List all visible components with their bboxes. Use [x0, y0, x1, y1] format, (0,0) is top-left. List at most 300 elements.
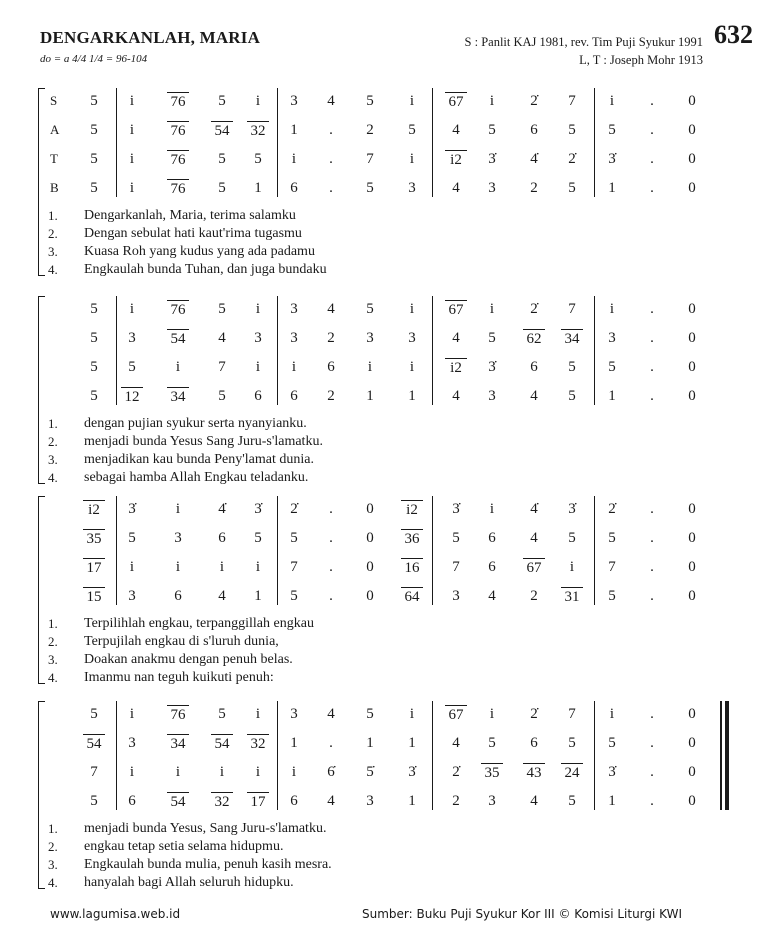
note-cell: 4	[327, 706, 335, 722]
note-cell: 35	[83, 529, 105, 548]
note-cell: 7	[568, 706, 576, 722]
note-cell: 0	[688, 122, 696, 138]
voice-row	[0, 92, 773, 114]
note-cell: i	[291, 151, 297, 167]
voice-row	[0, 329, 773, 351]
note-cell: 15	[83, 587, 105, 606]
note-cell: .	[650, 388, 654, 404]
note-cell: .	[650, 793, 654, 809]
voice-row	[0, 705, 773, 727]
note-cell: 3̇	[608, 151, 616, 167]
note-cell: i2	[445, 150, 467, 169]
note-cell: 36	[401, 529, 423, 548]
note-cell: 2	[327, 388, 335, 404]
note-cell: i	[489, 93, 495, 109]
note-cell: 6	[488, 530, 496, 546]
lyric-line: Terpilihlah engkau, terpanggillah engkau	[84, 616, 314, 631]
note-cell: i	[255, 93, 261, 109]
note-cell: .	[650, 530, 654, 546]
note-cell: 4	[488, 588, 496, 604]
note-cell: 54	[211, 734, 233, 753]
note-cell: 6	[530, 735, 538, 751]
note-cell: 3	[608, 330, 616, 346]
lyric-line: Engkaulah bunda mulia, penuh kasih mesra.	[84, 857, 332, 872]
note-cell: i	[129, 706, 135, 722]
note-cell: 1	[290, 122, 298, 138]
note-cell: 5	[90, 793, 98, 809]
note-cell: 5	[218, 93, 226, 109]
note-cell: 4̇	[530, 501, 538, 517]
note-cell: 5	[568, 359, 576, 375]
verse-number: 1.	[48, 616, 58, 631]
note-cell: 6	[128, 793, 136, 809]
note-cell: 0	[688, 588, 696, 604]
lyric-line: Engkaulah bunda Tuhan, dan juga bundaku	[84, 262, 327, 277]
note-cell: i	[409, 93, 415, 109]
note-cell: 54	[211, 121, 233, 140]
note-cell: i	[129, 180, 135, 196]
note-cell: 4	[327, 93, 335, 109]
note-cell: 76	[167, 705, 189, 724]
note-cell: 54	[167, 329, 189, 348]
note-cell: 3̇	[488, 359, 496, 375]
lyric-line: Dengarkanlah, Maria, terima salamku	[84, 208, 296, 223]
note-cell: 0	[688, 530, 696, 546]
note-cell: 6	[530, 359, 538, 375]
note-cell: 6̇	[327, 764, 335, 780]
note-cell: 32	[247, 121, 269, 140]
note-cell: i	[489, 501, 495, 517]
note-cell: 76	[167, 121, 189, 140]
note-cell: i	[609, 706, 615, 722]
note-cell: 2̇	[608, 501, 616, 517]
note-cell: 32	[211, 792, 233, 811]
note-cell: 4	[452, 122, 460, 138]
voice-row	[0, 300, 773, 322]
note-cell: 3	[408, 180, 416, 196]
note-cell: 3	[290, 301, 298, 317]
note-cell: 6	[290, 388, 298, 404]
note-cell: 5	[290, 588, 298, 604]
note-cell: 3	[488, 180, 496, 196]
note-cell: i2	[83, 500, 105, 519]
note-cell: 5	[128, 530, 136, 546]
note-cell: i2	[401, 500, 423, 519]
note-cell: 3̇	[488, 151, 496, 167]
note-cell: 7	[452, 559, 460, 575]
voice-label: S	[50, 93, 58, 108]
note-cell: 2̇	[530, 93, 538, 109]
note-cell: 5	[366, 706, 374, 722]
note-cell: 4	[452, 180, 460, 196]
note-cell: 0	[366, 588, 374, 604]
note-cell: i	[129, 151, 135, 167]
note-cell: 5	[218, 706, 226, 722]
note-cell: 1	[366, 735, 374, 751]
note-cell: 3	[366, 330, 374, 346]
note-cell: .	[650, 93, 654, 109]
note-cell: 0	[688, 706, 696, 722]
note-cell: 1	[366, 388, 374, 404]
note-cell: 0	[366, 530, 374, 546]
note-cell: 64	[401, 587, 423, 606]
note-cell: i	[219, 559, 225, 575]
note-cell: 54	[167, 792, 189, 811]
note-cell: 3	[290, 330, 298, 346]
hymn-number: 632	[714, 20, 753, 49]
note-cell: 0	[688, 793, 696, 809]
text-credit: S : Panlit KAJ 1981, rev. Tim Puji Syukur 1991	[464, 35, 703, 49]
note-cell: 1	[408, 735, 416, 751]
note-cell: 5	[90, 122, 98, 138]
note-cell: 5	[452, 530, 460, 546]
note-cell: 0	[688, 330, 696, 346]
note-cell: 7	[568, 93, 576, 109]
note-cell: 0	[688, 301, 696, 317]
note-cell: 5	[90, 388, 98, 404]
note-cell: 1	[608, 388, 616, 404]
note-cell: 3	[128, 588, 136, 604]
note-cell: 1	[290, 735, 298, 751]
note-cell: 5	[488, 330, 496, 346]
note-cell: i	[409, 359, 415, 375]
note-cell: i	[255, 359, 261, 375]
lyric-line: sebagai hamba Allah Engkau teladanku.	[84, 470, 309, 485]
note-cell: 5	[608, 530, 616, 546]
lyric-line: engkau tetap setia selama hidupmu.	[84, 839, 284, 854]
note-cell: 2̇	[530, 301, 538, 317]
note-cell: 17	[247, 792, 269, 811]
note-cell: 6	[174, 588, 182, 604]
note-cell: .	[650, 706, 654, 722]
verse-number: 3.	[48, 652, 58, 667]
note-cell: 6	[254, 388, 262, 404]
note-cell: 1	[608, 793, 616, 809]
note-cell: 7	[218, 359, 226, 375]
lyric-line: Terpujilah engkau di s'luruh dunia,	[84, 634, 279, 649]
note-cell: .	[329, 180, 333, 196]
note-cell: i	[175, 764, 181, 780]
note-cell: .	[329, 735, 333, 751]
note-cell: 5	[568, 122, 576, 138]
note-cell: 3	[290, 93, 298, 109]
note-cell: i	[129, 93, 135, 109]
verse-number: 4.	[48, 262, 58, 277]
note-cell: 5	[254, 530, 262, 546]
verse-number: 4.	[48, 470, 58, 485]
note-cell: 3	[290, 706, 298, 722]
tempo-marking: do = a 4/4 1/4 = 96-104	[40, 53, 148, 65]
note-cell: 0	[688, 735, 696, 751]
note-cell: 5	[90, 706, 98, 722]
verse-number: 1.	[48, 416, 58, 431]
note-cell: 5	[218, 388, 226, 404]
note-cell: 3	[452, 588, 460, 604]
note-cell: i	[129, 559, 135, 575]
note-cell: 6	[218, 530, 226, 546]
note-cell: 3	[488, 388, 496, 404]
voice-row	[0, 734, 773, 756]
footer-source: Sumber: Buku Puji Syukur Kor III © Komisi Liturgi KWI	[362, 907, 683, 921]
note-cell: 6	[290, 793, 298, 809]
note-cell: i	[255, 764, 261, 780]
note-cell: 4	[530, 530, 538, 546]
note-cell: 6	[530, 122, 538, 138]
note-cell: 7	[568, 301, 576, 317]
note-cell: 16	[401, 558, 423, 577]
verse-number: 2.	[48, 634, 58, 649]
note-cell: 0	[688, 93, 696, 109]
note-cell: 0	[688, 180, 696, 196]
note-cell: 4	[530, 388, 538, 404]
note-cell: .	[329, 530, 333, 546]
note-cell: 0	[366, 501, 374, 517]
note-cell: 3	[408, 330, 416, 346]
note-cell: 5	[90, 359, 98, 375]
note-cell: .	[329, 151, 333, 167]
note-cell: .	[650, 588, 654, 604]
note-cell: 5	[90, 330, 98, 346]
note-cell: 76	[167, 179, 189, 198]
note-cell: i	[129, 764, 135, 780]
note-cell: 5	[568, 388, 576, 404]
note-cell: 2̇	[530, 706, 538, 722]
voice-row	[0, 121, 773, 143]
verse-number: 2.	[48, 226, 58, 241]
note-cell: 0	[688, 559, 696, 575]
voice-row	[0, 150, 773, 172]
note-cell: 3	[128, 735, 136, 751]
verse-number: 1.	[48, 208, 58, 223]
note-cell: i	[409, 301, 415, 317]
verse-number: 2.	[48, 434, 58, 449]
note-cell: 5	[608, 588, 616, 604]
note-cell: 3̇	[568, 501, 576, 517]
voice-row	[0, 558, 773, 580]
note-cell: 2̇	[290, 501, 298, 517]
note-cell: 5	[290, 530, 298, 546]
note-cell: i	[489, 706, 495, 722]
note-cell: 67	[523, 558, 545, 577]
note-cell: 5	[218, 151, 226, 167]
note-cell: .	[650, 330, 654, 346]
note-cell: i	[489, 301, 495, 317]
note-cell: 17	[83, 558, 105, 577]
voice-row	[0, 387, 773, 409]
note-cell: 3̇	[254, 501, 262, 517]
note-cell: 54	[83, 734, 105, 753]
note-cell: 4	[530, 793, 538, 809]
note-cell: 34	[167, 387, 189, 406]
note-cell: 7	[90, 764, 98, 780]
note-cell: 3	[488, 793, 496, 809]
voice-row	[0, 792, 773, 814]
note-cell: 5	[218, 180, 226, 196]
note-cell: 35	[481, 763, 503, 782]
note-cell: .	[650, 180, 654, 196]
voice-row	[0, 587, 773, 609]
note-cell: 4	[327, 793, 335, 809]
note-cell: 5	[90, 151, 98, 167]
voice-row	[0, 179, 773, 201]
voice-label: A	[50, 122, 60, 137]
note-cell: 6	[290, 180, 298, 196]
note-cell: 5	[90, 180, 98, 196]
note-cell: i	[175, 359, 181, 375]
note-cell: 6	[327, 359, 335, 375]
note-cell: 5	[488, 122, 496, 138]
note-cell: 7	[290, 559, 298, 575]
note-cell: 5	[408, 122, 416, 138]
note-cell: 3̇	[608, 764, 616, 780]
note-cell: i	[409, 151, 415, 167]
note-cell: 34	[167, 734, 189, 753]
note-cell: 3	[128, 330, 136, 346]
note-cell: 1	[408, 388, 416, 404]
note-cell: 4	[218, 330, 226, 346]
note-cell: 2	[452, 793, 460, 809]
note-cell: 4̇	[530, 151, 538, 167]
lyric-line: menjadi bunda Yesus Sang Juru-s'lamatku.	[84, 434, 323, 449]
note-cell: i	[291, 359, 297, 375]
note-cell: i	[175, 559, 181, 575]
note-cell: .	[650, 735, 654, 751]
note-cell: i	[219, 764, 225, 780]
note-cell: i	[255, 301, 261, 317]
note-cell: 0	[688, 359, 696, 375]
note-cell: 2̇	[452, 764, 460, 780]
note-cell: 4	[218, 588, 226, 604]
note-cell: 67	[445, 92, 467, 111]
note-cell: 5	[366, 93, 374, 109]
note-cell: 43	[523, 763, 545, 782]
note-cell: i	[609, 301, 615, 317]
lyric-line: Dengan sebulat hati kaut'rima tugasmu	[84, 226, 302, 241]
note-cell: 4	[452, 330, 460, 346]
note-cell: 3̇	[408, 764, 416, 780]
note-cell: 5	[608, 735, 616, 751]
note-cell: 31	[561, 587, 583, 606]
lyric-line: menjadi bunda Yesus, Sang Juru-s'lamatku.	[84, 821, 327, 836]
note-cell: 0	[366, 559, 374, 575]
note-cell: 4̇	[218, 501, 226, 517]
note-cell: 2̇	[568, 151, 576, 167]
note-cell: .	[650, 122, 654, 138]
note-cell: 0	[688, 151, 696, 167]
note-cell: 2	[530, 180, 538, 196]
note-cell: 5	[568, 180, 576, 196]
note-cell: .	[650, 151, 654, 167]
footer-website: www.lagumisa.web.id	[50, 907, 181, 921]
note-cell: 3	[254, 330, 262, 346]
voice-label: T	[50, 151, 58, 166]
note-cell: 5̇	[366, 764, 374, 780]
note-cell: .	[329, 122, 333, 138]
note-cell: .	[650, 764, 654, 780]
lyric-line: Imanmu nan teguh kuikuti penuh:	[84, 670, 274, 685]
note-cell: 5	[568, 530, 576, 546]
lyric-line: dengan pujian syukur serta nyanyianku.	[84, 416, 307, 431]
note-cell: 76	[167, 300, 189, 319]
note-cell: 5	[568, 793, 576, 809]
note-cell: 5	[90, 301, 98, 317]
voice-row	[0, 358, 773, 380]
note-cell: .	[650, 501, 654, 517]
note-cell: 76	[167, 150, 189, 169]
note-cell: i	[255, 706, 261, 722]
note-cell: 0	[688, 764, 696, 780]
note-cell: 76	[167, 92, 189, 111]
note-cell: 7	[608, 559, 616, 575]
note-cell: 67	[445, 300, 467, 319]
note-cell: i	[409, 706, 415, 722]
verse-number: 4.	[48, 875, 58, 890]
music-credit: L, T : Joseph Mohr 1913	[579, 53, 703, 67]
verse-number: 1.	[48, 821, 58, 836]
note-cell: i	[609, 93, 615, 109]
note-cell: i	[569, 559, 575, 575]
note-cell: 24	[561, 763, 583, 782]
note-cell: 3̇	[452, 501, 460, 517]
note-cell: 6	[488, 559, 496, 575]
voice-row	[0, 529, 773, 551]
note-cell: 4	[452, 735, 460, 751]
note-cell: 5	[90, 93, 98, 109]
note-cell: 1	[408, 793, 416, 809]
note-cell: i2	[445, 358, 467, 377]
verse-number: 3.	[48, 244, 58, 259]
note-cell: 5	[128, 359, 136, 375]
note-cell: 5	[608, 359, 616, 375]
note-cell: 3̇	[128, 501, 136, 517]
note-cell: 5	[218, 301, 226, 317]
note-cell: 7	[366, 151, 374, 167]
note-cell: i	[291, 764, 297, 780]
note-cell: .	[329, 588, 333, 604]
note-cell: 5	[488, 735, 496, 751]
note-cell: 34	[561, 329, 583, 348]
verse-number: 3.	[48, 857, 58, 872]
note-cell: 0	[688, 501, 696, 517]
note-cell: .	[650, 301, 654, 317]
note-cell: 32	[247, 734, 269, 753]
lyric-line: hanyalah bagi Allah seluruh hidupku.	[84, 875, 294, 890]
note-cell: 4	[327, 301, 335, 317]
note-cell: 2	[366, 122, 374, 138]
note-cell: 1	[608, 180, 616, 196]
verse-number: 4.	[48, 670, 58, 685]
voice-row	[0, 500, 773, 522]
voice-label: B	[50, 180, 59, 195]
note-cell: 2	[327, 330, 335, 346]
note-cell: 1	[254, 588, 262, 604]
page-title: DENGARKANLAH, MARIA	[40, 28, 261, 47]
note-cell: .	[329, 559, 333, 575]
note-cell: 5	[608, 122, 616, 138]
note-cell: 5	[568, 735, 576, 751]
note-cell: .	[650, 359, 654, 375]
lyric-line: menjadikan kau bunda Peny'lamat dunia.	[84, 452, 314, 467]
note-cell: i	[129, 301, 135, 317]
note-cell: i	[129, 122, 135, 138]
note-cell: 67	[445, 705, 467, 724]
note-cell: .	[650, 559, 654, 575]
lyric-line: Kuasa Roh yang kudus yang ada padamu	[84, 244, 315, 259]
note-cell: 12	[121, 387, 143, 406]
lyric-line: Doakan anakmu dengan penuh belas.	[84, 652, 293, 667]
note-cell: 1	[254, 180, 262, 196]
note-cell: 2	[530, 588, 538, 604]
